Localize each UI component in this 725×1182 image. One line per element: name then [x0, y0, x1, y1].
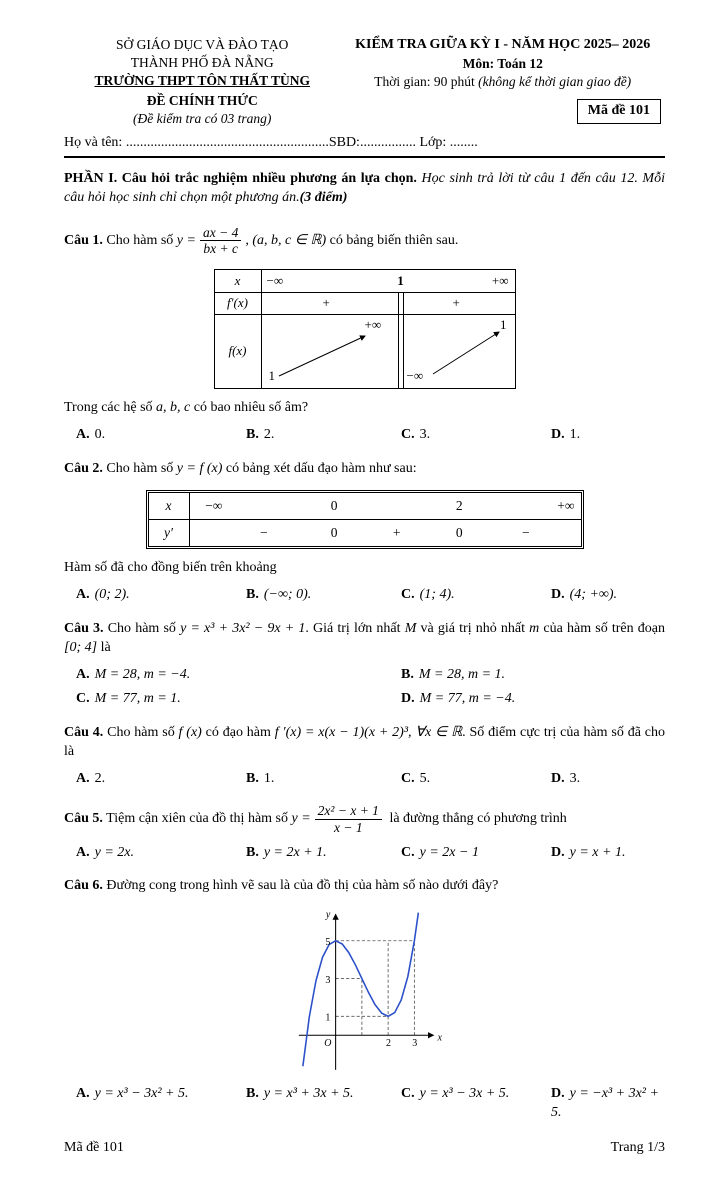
q3-text: . Giá trị lớn nhất [305, 621, 405, 637]
q3-options [64, 666, 665, 709]
q5-text: là đường thẳng có phương trình [385, 811, 567, 827]
q1-fprime-sign-left: + [322, 294, 330, 310]
q1-option-b [246, 426, 401, 445]
q1-x-mid: 1 [397, 272, 404, 288]
pages-note: (Đề kiểm tra có 03 trang) [133, 110, 272, 126]
q4-text: Cho hàm số [103, 724, 179, 740]
sign: + [392, 525, 401, 541]
option-label: A. [76, 770, 90, 786]
q1-table-f-label: f(x) [228, 342, 247, 358]
q2-table-x-row [149, 493, 581, 520]
q1-table-arrows [261, 314, 515, 388]
option-text: 1. [263, 770, 275, 786]
question-1-label: Câu 1. [64, 233, 103, 248]
increasing-arrow [279, 336, 365, 376]
q3-option-d [401, 690, 665, 709]
option-text: 3. [419, 426, 431, 442]
q1-fprime-sign-right: + [452, 294, 460, 310]
duration-text: Thời gian: 90 phút [374, 74, 479, 90]
q6-option-d [551, 1085, 665, 1123]
option-text: 2. [94, 770, 106, 786]
q3-text: là [97, 640, 111, 656]
q5-fraction-numerator: 2x² − x + 1 [315, 803, 382, 820]
exam-duration [340, 73, 665, 91]
origin-label: O [324, 1038, 332, 1050]
question-6-label: Câu 6. [64, 878, 103, 894]
q3-text: Cho hàm số [103, 621, 181, 637]
q4-option-d [551, 770, 665, 789]
q2-math: y = f (x) [176, 460, 223, 476]
q2-table-x-values [190, 493, 581, 519]
option-text: 0. [94, 426, 106, 442]
option-label: A. [76, 667, 90, 683]
q4-option-a [76, 770, 246, 789]
q1-condition: (a, b, c ∈ ℝ) [252, 233, 327, 248]
option-label: D. [551, 770, 565, 786]
q1-option-c [401, 426, 551, 445]
q1-fraction-numerator: ax − 4 [200, 225, 241, 242]
option-label: D. [551, 1086, 565, 1102]
footer-page-number: Trang 1/3 [610, 1139, 665, 1155]
x-value: 2 [455, 498, 463, 514]
option-label: B. [246, 1086, 259, 1102]
part1-title-italic: Học sinh trả lời từ câu 1 đến câu 12. Mỗi câu hỏi học sinh chỉ chọn một phương án. [64, 170, 665, 205]
exam-subject: Môn: Toán 12 [462, 55, 543, 71]
q1-prompt-post: có bao nhiêu số âm? [190, 399, 309, 415]
q2-text-post: có bảng xét dấu đạo hàm như sau: [222, 460, 417, 476]
q3-text: và giá trị nhỏ nhất [416, 621, 530, 637]
option-label: A. [76, 587, 90, 603]
question-2-label: Câu 2. [64, 460, 103, 476]
q2-table-x-label: x [149, 493, 190, 519]
y-tick-5: 5 [325, 937, 331, 949]
header [64, 36, 665, 128]
option-label: A. [76, 426, 90, 442]
q1-prompt-math: a, b, c [156, 399, 191, 415]
option-label: B. [246, 770, 259, 786]
option-label: C. [401, 770, 415, 786]
question-5 [64, 803, 665, 835]
header-right [340, 36, 665, 128]
q2-option-a [76, 586, 246, 605]
q2-table-yprime-label: y′ [149, 520, 190, 546]
option-label: C. [401, 844, 415, 860]
exam-code-wrap [340, 99, 665, 124]
q1-option-d [551, 426, 665, 445]
q3-math-M: M [404, 621, 417, 637]
header-divider [64, 156, 665, 158]
q1-x-right: +∞ [491, 272, 509, 288]
q5-fraction [315, 803, 382, 835]
student-info-line: Họ và tên: ..........................................................SBD:................ Lớp: ........ [64, 135, 478, 151]
option-label: C. [401, 426, 415, 442]
q1-x-left: −∞ [266, 272, 284, 288]
option-text: (0; 2). [94, 587, 130, 603]
part1-title [64, 170, 665, 208]
option-label: B. [246, 587, 259, 603]
q4-options [64, 770, 665, 789]
option-label: D. [401, 690, 415, 706]
x-value: +∞ [557, 498, 575, 514]
option-text: y = 2x. [94, 844, 134, 860]
q5-text: Tiệm cận xiên của đồ thị hàm số [102, 811, 292, 827]
part1-title-bold: PHẦN I. Câu hỏi trắc nghiệm nhiều phương án lựa chọn. [64, 170, 417, 186]
question-4 [64, 724, 665, 762]
question-1 [64, 225, 665, 257]
option-text: y = x³ + 3x + 5. [263, 1086, 354, 1102]
q5-fraction-denominator: x − 1 [334, 820, 363, 835]
y-axis-label: y [325, 909, 331, 921]
question-2-prompt: Hàm số đã cho đồng biến trên khoảng [64, 560, 277, 576]
y-tick-3: 3 [325, 975, 331, 987]
page-footer [64, 1129, 665, 1158]
footer-exam-code: Mã đề 101 [64, 1139, 124, 1155]
q2-option-b [246, 586, 401, 605]
q2-sign-table [146, 490, 584, 549]
option-label: B. [246, 844, 259, 860]
option-text: y = x³ − 3x² + 5. [94, 1086, 189, 1102]
q3-math-function: y = x³ + 3x² − 9x + 1 [180, 621, 306, 637]
sign: − [521, 525, 530, 541]
q6-option-a [76, 1085, 246, 1123]
q4-math-derivative: f ′(x) = x(x − 1)(x + 2)³, ∀x ∈ ℝ [274, 724, 463, 740]
q2-option-c [401, 586, 551, 605]
q4-text: . Số điểm cực trị của hàm số đã cho là [64, 724, 665, 759]
option-label: D. [551, 844, 565, 860]
sign: 0 [455, 525, 463, 541]
option-text: 2. [263, 426, 275, 442]
q5-option-c [401, 844, 551, 863]
x-tick-3: 3 [412, 1038, 418, 1050]
q1-table-x-label: x [234, 272, 241, 288]
question-6 [64, 877, 665, 896]
q1-option-a [76, 426, 246, 445]
sign: 0 [330, 525, 338, 541]
option-text: (1; 4). [419, 587, 455, 603]
q1-fraction [200, 225, 241, 257]
q3-math-m: m [529, 621, 540, 637]
dashed-guides [336, 941, 415, 1036]
part1-title-points: (3 điểm) [299, 189, 348, 205]
q2-options [64, 586, 665, 605]
q2-table-signs [190, 520, 581, 546]
option-text: M = 28, m = −4. [94, 667, 191, 683]
q4-math-fx: f (x) [178, 724, 202, 740]
cubic-curve [303, 913, 419, 1067]
option-text: M = 77, m = −4. [419, 690, 516, 706]
x-value: 0 [330, 498, 338, 514]
sign: − [259, 525, 268, 541]
q4-option-c [401, 770, 551, 789]
q6-option-b [246, 1085, 401, 1123]
exam-code-box: Mã đề 101 [577, 99, 661, 124]
option-label: B. [401, 667, 414, 683]
q5-options [64, 844, 665, 863]
option-text: 1. [569, 426, 581, 442]
q6-text: Đường cong trong hình vẽ sau là của đồ thị của hàm số nào dưới đây? [102, 878, 499, 894]
q4-text: có đạo hàm [201, 724, 275, 740]
duration-note: (không kể thời gian giao đề) [478, 74, 632, 90]
q3-option-c [76, 690, 401, 709]
q6-options [64, 1085, 665, 1123]
option-text: (4; +∞). [569, 587, 618, 603]
option-text: y = 2x − 1 [419, 844, 479, 860]
increasing-arrow [433, 332, 499, 374]
q1-options [64, 426, 665, 445]
question-3 [64, 620, 665, 658]
option-text: M = 77, m = 1. [94, 690, 181, 706]
q1-text-post: có bảng biến thiên sau. [326, 233, 459, 248]
q5-option-d [551, 844, 665, 863]
x-value: −∞ [205, 498, 223, 514]
option-text: 3. [569, 770, 581, 786]
q4-option-b [246, 770, 401, 789]
q1-f-right-top: 1 [500, 316, 507, 332]
q1-variation-table [214, 269, 516, 389]
q3-text: của hàm số trên đoạn [539, 621, 666, 637]
option-label: C. [76, 690, 90, 706]
q3-math-interval: [0; 4] [64, 640, 98, 656]
official-exam-label: ĐỀ CHÍNH THỨC [146, 92, 258, 108]
q2-text-pre: Cho hàm số [102, 460, 177, 476]
question-4-label: Câu 4. [64, 724, 104, 740]
q3-option-b [401, 666, 665, 685]
question-1-prompt [64, 399, 665, 418]
q5-option-b [246, 844, 401, 863]
q1-equation-lhs: y = [176, 233, 196, 248]
q1-table-fprime-label: f′(x) [227, 294, 248, 310]
option-text: y = −x³ + 3x² + 5. [551, 1086, 659, 1121]
x-axis-label: x [437, 1032, 442, 1044]
city-line: THÀNH PHỐ ĐÀ NẴNG [130, 55, 274, 71]
option-text: 5. [419, 770, 431, 786]
option-label: C. [401, 587, 415, 603]
q1-separator: , [245, 233, 253, 248]
question-1-text: Cho hàm số [102, 233, 177, 248]
q6-cubic-graph [277, 904, 452, 1072]
option-label: A. [76, 844, 90, 860]
q3-option-a [76, 666, 401, 685]
exam-title: KIỂM TRA GIỮA KỲ I - NĂM HỌC 2025– 2026 [355, 37, 651, 52]
q5-option-a [76, 844, 246, 863]
question-5-label: Câu 5. [64, 811, 103, 827]
q1-fraction-denominator: bx + c [203, 241, 238, 257]
option-label: B. [246, 426, 259, 442]
option-text: (−∞; 0). [263, 587, 312, 603]
y-tick-1: 1 [325, 1012, 331, 1024]
q6-option-c [401, 1085, 551, 1123]
option-text: M = 28, m = 1. [418, 667, 506, 683]
q1-f-right-bottom: −∞ [406, 368, 424, 384]
q1-prompt-pre: Trong các hệ số [64, 399, 157, 415]
q1-f-left-top: +∞ [364, 316, 382, 332]
option-label: A. [76, 1086, 90, 1102]
x-tick-2: 2 [386, 1038, 392, 1050]
q2-option-d [551, 586, 665, 605]
option-text: y = 2x + 1. [263, 844, 327, 860]
header-left [64, 36, 340, 128]
option-text: y = x³ − 3x + 5. [419, 1086, 510, 1102]
q5-equation-lhs: y = [291, 811, 311, 827]
option-label: D. [551, 587, 565, 603]
q2-table-sign-row [149, 520, 581, 546]
school-name: TRƯỜNG THPT TÔN THẤT TÙNG [94, 73, 310, 89]
option-text: y = x + 1. [569, 844, 626, 860]
option-label: D. [551, 426, 565, 442]
question-3-label: Câu 3. [64, 621, 104, 637]
question-2 [64, 460, 665, 479]
q6-graph [64, 904, 665, 1079]
option-label: C. [401, 1086, 415, 1102]
department-line: SỞ GIÁO DỤC VÀ ĐÀO TẠO [116, 37, 289, 52]
q1-f-left-bottom: 1 [268, 368, 275, 384]
